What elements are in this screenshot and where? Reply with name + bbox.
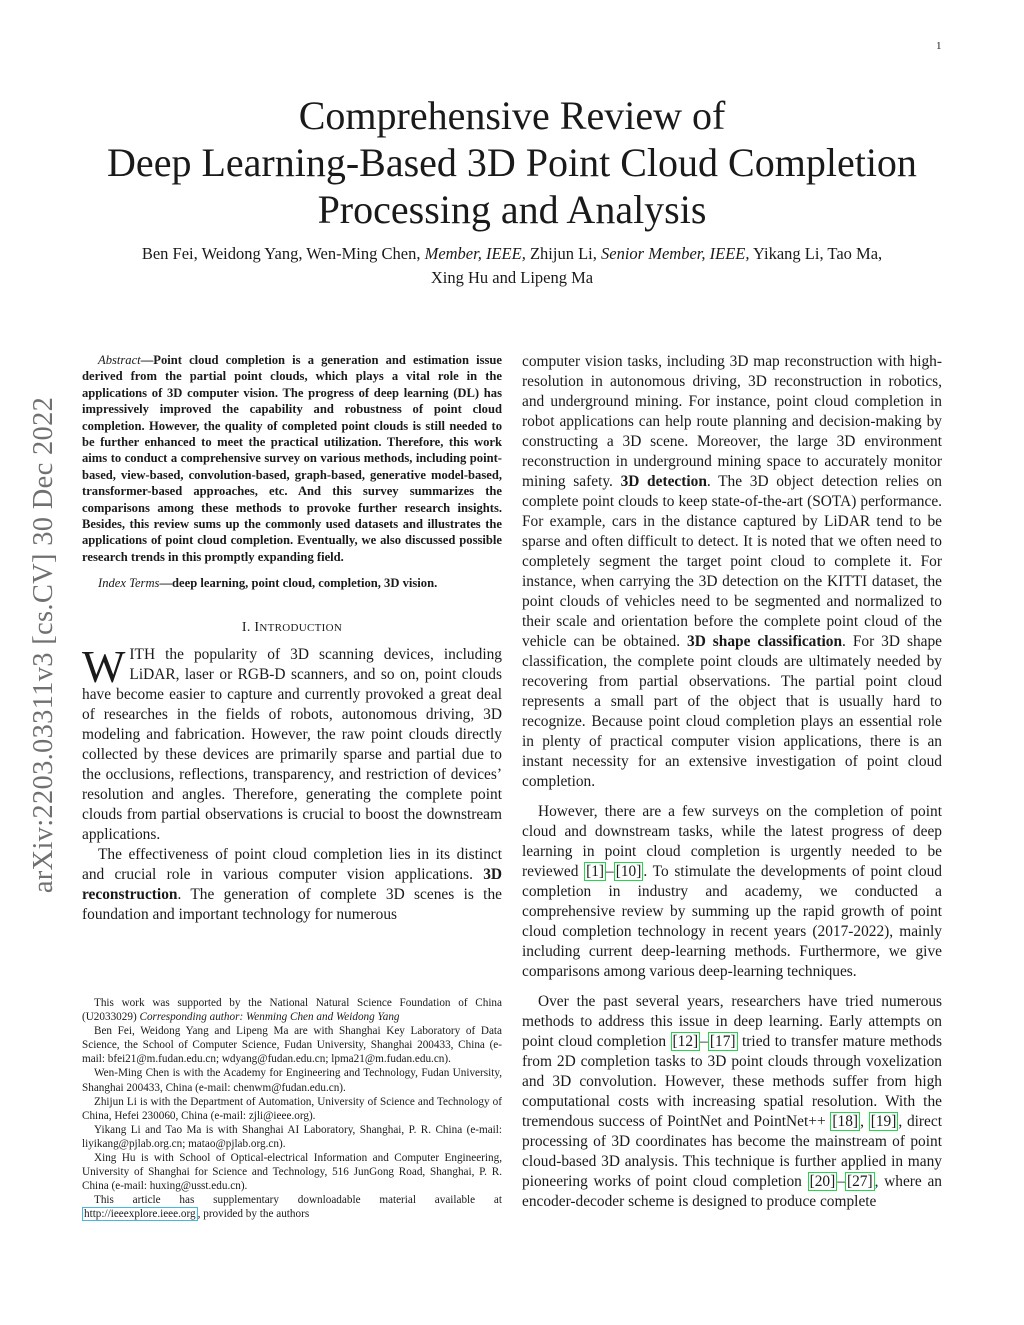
author-membership: Senior Member, IEEE,: [601, 244, 750, 263]
citation-link[interactable]: [27]: [846, 1173, 873, 1190]
title-line: Processing and Analysis: [317, 187, 707, 232]
paragraph-text: , direct processing of 3D coordinates has become the mainstream of point cloud-based 3D analysis. This technique is further applied in many pioneering works of point cloud completion: [522, 1113, 942, 1190]
paragraph-text: . The generation of complete 3D scenes is the foundation and important technology for numerous: [82, 885, 502, 923]
author-membership: Member, IEEE,: [424, 244, 526, 263]
right-paragraph-2: [522, 802, 942, 982]
author-list: [70, 242, 954, 290]
title-line: Comprehensive Review of: [298, 93, 726, 138]
citation-link[interactable]: [12]: [672, 1033, 699, 1050]
author-line-2: Xing Hu and Lipeng Ma: [430, 268, 594, 287]
citation-link[interactable]: [1]: [586, 863, 605, 880]
abstract: [82, 352, 502, 565]
citation-dash: –: [837, 1173, 845, 1190]
abstract-text: —Point cloud completion is a generation and estimation issue derived from the partial point clouds, which plays a vital role in the applications of 3D computer vision. The progress of deep learning (DL) has impressively improved the capability and robustness of point cloud completion. However, the quality of completed point clouds is still needed to be further enhanced to meet the practical utilization. Therefore, this work aims to conduct a comprehensive survey on various methods, including point-based, view-based, convolution-based, graph-based, generative model-based, transformer-based approaches, etc. And this survey summarizes the comparisons among these methods to provoke further research insights. Besides, this review sums up the commonly used datasets and illustrates the applications of point cloud completion. Eventually, we also discussed possible research trends in this promptly expanding field.: [82, 353, 502, 564]
arxiv-identifier: [28, 350, 60, 940]
footnote: Zhijun Li is with the Department of Automation, University of Science and Technology of China, Hefei 230060, China (e-mail: zjli@ieee.org).: [82, 1095, 502, 1122]
footnote-text: This work was supported by the National Natural Science Foundation of China (U2033029): [82, 997, 502, 1024]
footnote: [82, 1193, 502, 1221]
author-names: Ben Fei, Weidong Yang, Wen-Ming Chen,: [141, 244, 425, 263]
bold-term: 3D reconstruction: [82, 865, 502, 903]
paragraph-text: . The 3D object detection relies on complete point clouds to keep state-of-the-art (SOTA) performance. For example, cars in the distance captured by LiDAR tend to be sparse and often difficult to detect. It is noted that we often need to completely segment the target point cloud to complete it. For instance, when carrying the 3D detection on the KITTI dataset, the point clouds of vehicles need to be segmented and normalized to their scale and orientation before the complete point cloud of the vehicle can be obtained.: [522, 473, 942, 650]
title-block: [60, 92, 964, 233]
footnote: Yikang Li and Tao Ma is with Shanghai AI Laboratory, Shanghai, P. R. China (e-mail: liyikang@pjlab.org.cn; matao@pjlab.org.cn).: [82, 1123, 502, 1150]
arxiv-identifier-text: arXiv:2203.03311v3 [cs.CV] 30 Dec 2022: [28, 396, 60, 894]
title-line: Deep Learning-Based 3D Point Cloud Completion: [107, 140, 917, 185]
citation-link[interactable]: [20]: [809, 1173, 836, 1190]
citation-link[interactable]: [17]: [709, 1033, 736, 1050]
citation-link[interactable]: [19]: [870, 1113, 897, 1130]
paragraph-text: , where an encoder-decoder scheme is designed to produce complete: [522, 1173, 942, 1210]
intro-paragraph-2: [82, 845, 502, 925]
footnote: Xing Hu is with School of Optical-electrical Information and Computer Engineering, University of Shanghai for Science and Technology, 516 JunGong Road, Shanghai, P. R. China (e-mail: huxing@usst.edu.cn).: [82, 1152, 502, 1193]
paragraph-text: Over the past several years, researchers have tried numerous methods to address this issue in deep learning. Early attempts on point cloud completion: [522, 993, 942, 1050]
ieee-link[interactable]: http://ieeexplore.ieee.org: [84, 1208, 196, 1221]
page-number: 1: [936, 40, 942, 52]
author-line-1: [70, 242, 954, 266]
author-names: Yikang Li, Tao Ma,: [749, 244, 883, 263]
section-title-initial: I: [254, 619, 260, 635]
footnote: Ben Fei, Weidong Yang and Lipeng Ma are with Shanghai Key Laboratory of Data Science, the School of Computer Science, Fudan University, Shanghai 200433, China (e-mail: bfei21@m.fudan.edu.cn; wdyang@fudan.edu.cn; lpma21@m.fudan.edu.cn).: [82, 1025, 502, 1066]
footnote-text: This article has supplementary downloadable material available at: [94, 1194, 502, 1207]
paragraph-text: computer vision tasks, including 3D map reconstruction with high-resolution in autonomous driving, 3D reconstruction in robotics, and underground mining. For instance, point cloud completion in robot applications can help route planning and decision-making by constructing a 3D scene. Moreover, the large 3D environment reconstruction in underground mining space to accurately monitor mining safety.: [522, 353, 942, 490]
section-title-rest: NTRODUCTION: [259, 621, 343, 634]
paragraph-text: However, there are a few surveys on the completion of point cloud and downstream tasks, while the latest progress of deep learning in point cloud completion is urgently needed to be reviewed: [522, 803, 942, 880]
index-terms-text: —deep learning, point cloud, completion, 3D vision.: [159, 576, 438, 591]
right-column: [522, 352, 942, 1212]
abstract-label: Abstract: [98, 353, 141, 367]
paragraph-text: The effectiveness of point cloud completion lies in its distinct and crucial role in various computer vision applications.: [82, 845, 502, 883]
paragraph-text: ITH the popularity of 3D scanning devices, including LiDAR, laser or RGB-D scanners, and so on, point clouds have become easier to capture and currently provoked a great deal of researches in the fields of robots, autonomous driving, 3D modeling and fabrication. However, the raw point clouds directly collected by these devices are primarily sparse and partial due to the occlusions, reflections, transparency, and restriction of devices’ resolution and angles. Therefore, generating the complete point clouds from partial observations is crucial to boost the downstream applications.: [82, 645, 502, 843]
footnote-text: Corresponding author: Wenming Chen and Weidong Yang: [139, 1011, 400, 1024]
citation-separator: ,: [860, 1113, 869, 1130]
section-heading: [82, 620, 502, 636]
bold-term: 3D shape classification: [687, 633, 843, 650]
index-terms: [82, 575, 502, 591]
citation-dash: –: [700, 1033, 708, 1050]
paper-title: [60, 92, 964, 233]
right-paragraph-3: [522, 992, 942, 1212]
section-numeral: I.: [241, 619, 255, 635]
footnote-text: , provided by the authors: [197, 1208, 310, 1221]
paragraph-text: . To stimulate the developments of point cloud completion in industry and academy, we conducted a comprehensive review by summing up the rapid growth of point cloud completion technology in recent years (2017-2022), mainly including current deep-learning methods. Furthermore, we give comparisons among various deep-learning techniques.: [522, 863, 943, 980]
paragraph-text: tried to transfer mature methods from 2D completion tasks to 3D point clouds through voxelization and 3D convolution. However, these methods suffer from high computational costs with increasing spatial resolution. With the tremendous success of PointNet and PointNet++: [522, 1033, 942, 1130]
right-paragraph-1: [522, 352, 942, 792]
intro-paragraph-1: [82, 640, 502, 845]
left-column: [82, 352, 502, 925]
footnote: Wen-Ming Chen is with the Academy for Engineering and Technology, Fudan University, Shanghai 200433, China (e-mail: chenwm@fudan.edu.cn).: [82, 1067, 502, 1094]
paragraph-text: . For 3D shape classification, the complete point clouds are ultimately needed by recovering from partial observations. The partial point cloud represents a small part of the object that is usually hard to recognize. Because point cloud completion plays an essential role in plenty of practical computer vision applications, there is an instant necessity for an extensive investigation of point cloud completion.: [522, 633, 942, 790]
citation-link[interactable]: [18]: [832, 1113, 859, 1130]
footnote: [82, 996, 502, 1024]
citation-dash: –: [606, 863, 614, 880]
footnotes: [82, 996, 502, 1222]
drop-cap: W: [82, 640, 126, 692]
citation-link[interactable]: [10]: [615, 863, 642, 880]
bold-term: 3D detection: [620, 473, 707, 490]
author-names: Zhijun Li,: [525, 244, 602, 263]
index-terms-label: Index Terms: [98, 576, 160, 591]
